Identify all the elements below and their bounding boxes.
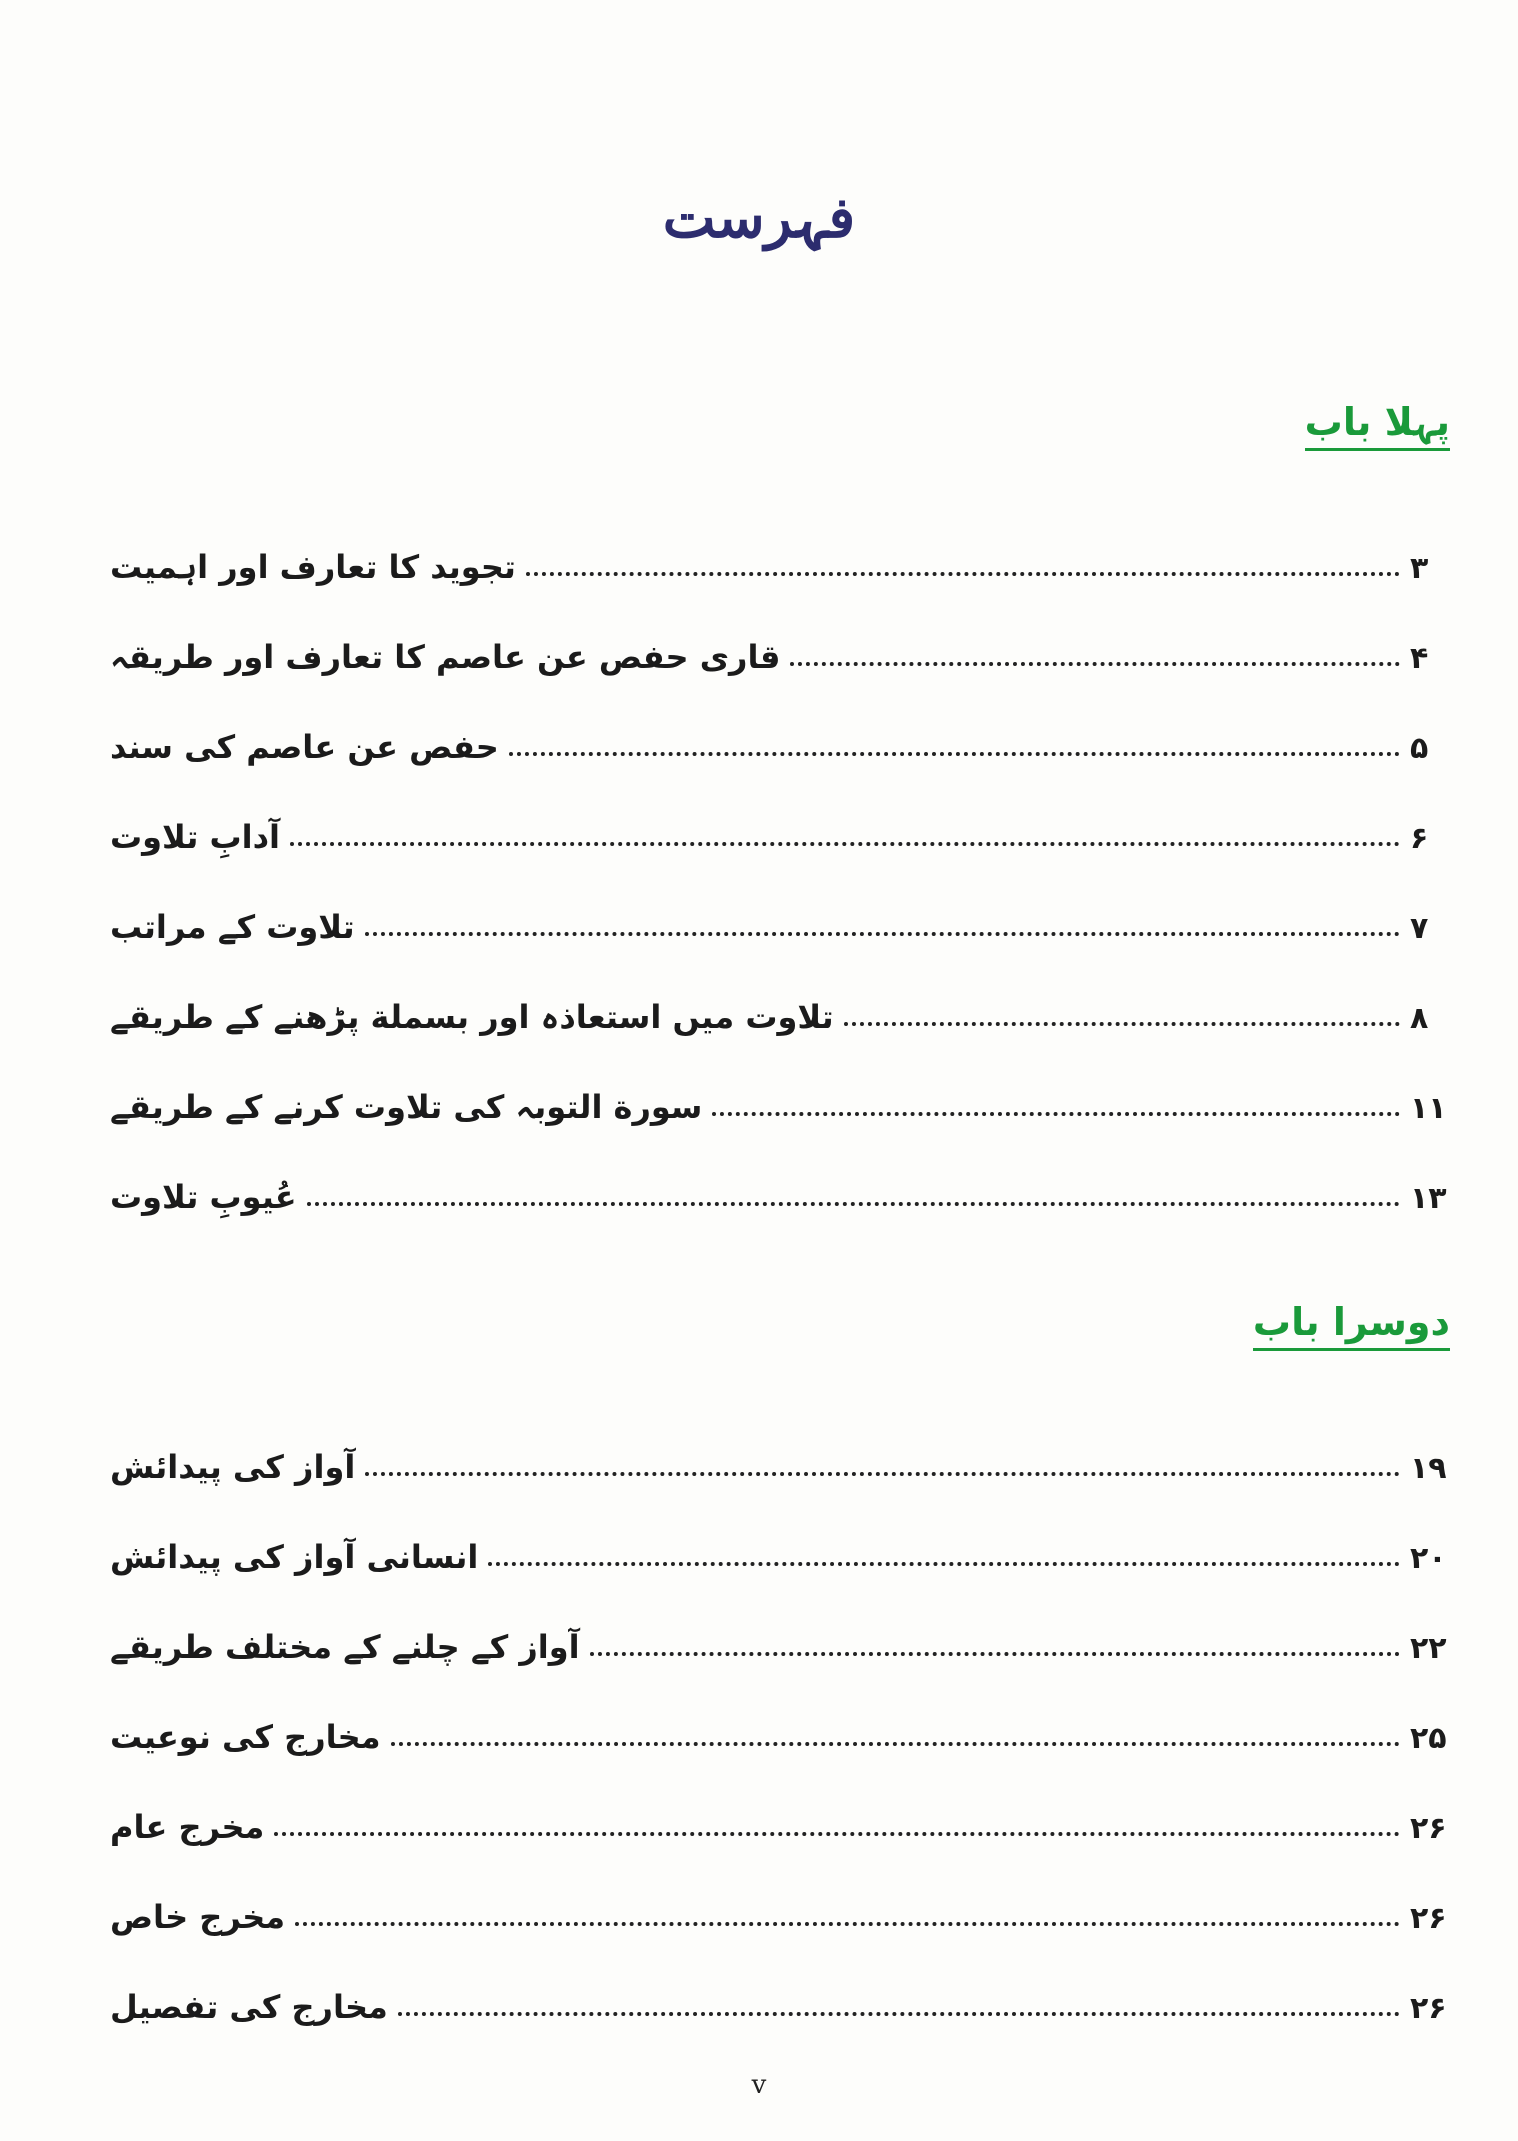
toc-page-number: ۶	[1410, 821, 1429, 856]
toc-entry-label: مخرج خاص	[110, 1898, 286, 1936]
toc-row[interactable]	[110, 1040, 1450, 1130]
toc-row[interactable]	[110, 680, 1450, 770]
toc-page-number: ۲۵	[1410, 1721, 1447, 1756]
chapter-heading-2: دوسرا باب	[1253, 1300, 1450, 1351]
toc-page-number: ۲۶	[1410, 1991, 1447, 2026]
toc-page-number: ۲۶	[1410, 1901, 1447, 1936]
toc-page-number: ۲۲	[1410, 1631, 1447, 1666]
toc-list-chapter-1	[110, 500, 1450, 1220]
toc-entry-label: تلاوت میں استعاذہ اور بسملة پڑھنے کے طریقے	[110, 998, 834, 1036]
toc-row[interactable]	[110, 500, 1450, 590]
toc-page-number: ۲۶	[1410, 1811, 1447, 1846]
toc-page-number: ۵	[1410, 731, 1429, 766]
toc-entry-label: مخارج کی نوعیت	[110, 1718, 381, 1756]
toc-row[interactable]	[110, 1580, 1450, 1670]
toc-row[interactable]	[110, 860, 1450, 950]
toc-row[interactable]	[110, 1130, 1450, 1220]
toc-row[interactable]	[110, 1940, 1450, 2030]
dot-leader	[295, 1922, 1400, 1926]
toc-list-chapter-2	[110, 1400, 1450, 2030]
toc-entry-label: قاری حفص عن عاصم کا تعارف اور طریقہ	[110, 638, 781, 676]
toc-page-number: ۷	[1410, 911, 1429, 946]
toc-row[interactable]	[110, 1760, 1450, 1850]
dot-leader	[290, 842, 1400, 846]
toc-page-number: ۱۳	[1410, 1181, 1447, 1216]
toc-page-number: ۱۱	[1410, 1091, 1447, 1126]
dot-leader	[365, 1472, 1400, 1476]
dot-leader	[712, 1112, 1400, 1116]
toc-entry-label: مخرج عام	[110, 1808, 265, 1846]
toc-page-number: ۲۰	[1410, 1541, 1447, 1576]
dot-leader	[365, 932, 1400, 936]
toc-entry-label: آواز کی پیدائش	[110, 1448, 356, 1486]
dot-leader	[526, 572, 1400, 576]
toc-entry-label: عُیوبِ تلاوت	[110, 1178, 297, 1216]
dot-leader	[590, 1652, 1400, 1656]
dot-leader	[488, 1562, 1400, 1566]
toc-row[interactable]	[110, 1670, 1450, 1760]
chapter-heading-1: پہلا باب	[1305, 400, 1450, 451]
toc-row[interactable]	[110, 1400, 1450, 1490]
dot-leader	[790, 662, 1400, 666]
toc-entry-label: سورة التوبہ کی تلاوت کرنے کے طریقے	[110, 1088, 703, 1126]
toc-page-number: ۳	[1410, 551, 1429, 586]
footer-page-number: v	[751, 2070, 767, 2100]
toc-row[interactable]	[110, 950, 1450, 1040]
toc-row[interactable]	[110, 1850, 1450, 1940]
toc-row[interactable]	[110, 770, 1450, 860]
toc-entry-label: تلاوت کے مراتب	[110, 908, 355, 946]
toc-page-number: ۴	[1410, 641, 1429, 676]
page-title: فہرست	[662, 185, 856, 251]
dot-leader	[509, 752, 1400, 756]
toc-row[interactable]	[110, 590, 1450, 680]
toc-row[interactable]	[110, 1490, 1450, 1580]
dot-leader	[307, 1202, 1400, 1206]
toc-entry-label: آدابِ تلاوت	[110, 818, 281, 856]
dot-leader	[391, 1742, 1400, 1746]
dot-leader	[398, 2012, 1400, 2016]
toc-entry-label: تجوید کا تعارف اور اہمیت	[110, 548, 516, 586]
toc-entry-label: مخارج کی تفصیل	[110, 1988, 388, 2026]
toc-entry-label: انسانی آواز کی پیدائش	[110, 1538, 479, 1576]
dot-leader	[274, 1832, 1400, 1836]
toc-entry-label: آواز کے چلنے کے مختلف طریقے	[110, 1628, 580, 1666]
toc-page-number: ۸	[1410, 1001, 1429, 1036]
toc-page-number: ۱۹	[1410, 1451, 1447, 1486]
dot-leader	[844, 1022, 1400, 1026]
toc-entry-label: حفص عن عاصم کی سند	[110, 728, 499, 766]
